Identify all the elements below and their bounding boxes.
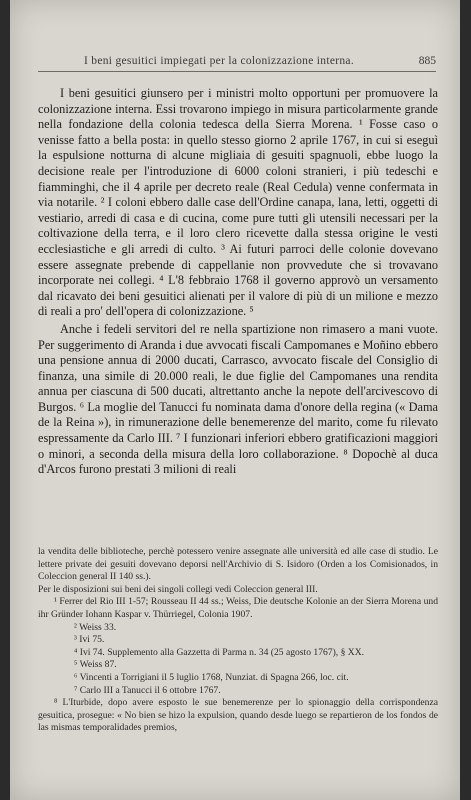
footnote-6: ⁶ Vincenti a Torrigiani il 5 luglio 1768, Nunziat. di Spagna 266, loc. cit. xyxy=(74,671,349,683)
running-title: I beni gesuitici impiegati per la colonizzazione interna. xyxy=(84,55,354,67)
footnote-8: ⁸ L'Iturbide, dopo avere esposto le sue benemerenze per lo spionaggio della corrispondenza gesuitica, prosegue: « No bien se hizo la expulsion, quando desde luego se repartieron de los fondos de las mismas temporalidades premios, xyxy=(38,697,438,734)
running-header xyxy=(38,55,436,72)
footnote-2: ² Weiss 33. xyxy=(74,621,117,633)
footnote-continuation: la vendita delle biblioteche, perchè potessero venire assegnate alle università ed alle case di studio. Le lettere private dei gesuiti dovevano deporsi nell'Archivio di S. Isidoro (Orden a los Comisionados, in Coleccion general II 140 ss.). xyxy=(38,546,438,583)
page-number: 885 xyxy=(418,55,436,67)
footnote-3: ³ Ivi 75. xyxy=(74,634,105,646)
footnote-7: ⁷ Carlo III a Tanucci il 6 ottobre 1767. xyxy=(74,684,221,696)
footnote-5: ⁵ Weiss 87. xyxy=(74,659,117,671)
main-text xyxy=(38,86,438,478)
footnote-continuation-2: Per le disposizioni sui beni dei singoli collegi vedi Coleccion general III. xyxy=(38,583,318,595)
paragraph-2: Anche i fedeli servitori del re nella spartizione non rimasero a mani vuote. Per suggerimento di Aranda i due avvocati fiscali Campomanes e Moñino ebbero una pensione annua di 2000 ducati, Carrasco, avvocato fiscale del Consiglio di finanza, una simile di 20.000 reali, le due figlie del Campomanes una rendita annua per ciascuna di 500 ducati, altrettanto anche la nepote dell'arcivescovo di Burgos. ⁶ La moglie del Tanucci fu nominata dama d'onore della regina (« Dama de la Reina »), in rimunerazione delle benemerenze del marito, come fu rilevato espressamente da Carlo III. ⁷ I funzionari inferiori ebbero gratificazioni maggiori o minori, a seconda della misura della loro collaborazione. ⁸ Dopochè al duca d'Arcos furono prestati 3 milioni di reali xyxy=(38,321,438,477)
book-page xyxy=(10,0,460,800)
footnote-1: ¹ Ferrer del Rio III 1-57; Rousseau II 44 ss.; Weiss, Die deutsche Kolonie an der Sierra Morena und ihr Gründer Iohann Kaspar v. Thürriegel, Colonia 1907. xyxy=(38,596,438,620)
footnote-4: ⁴ Ivi 74. Supplemento alla Gazzetta di Parma n. 34 (25 agosto 1767), § XX. xyxy=(74,646,365,658)
paragraph-1: I beni gesuitici giunsero per i ministri molto opportuni per promuovere la colonizzazione interna. Essi trovarono impiego in misura particolarmente grande nella fondazione della colonia tedesca della Sierra Morena. ¹ Fosse caso o venisse fatto a bella posta: in quello stesso giorno 2 aprile 1767, in cui si eseguì la espulsione notturna di alcune migliaia di gesuiti spagnuoli, ebbe luogo la decisione reale per l'introduzione di 6000 coloni stranieri, i più tedeschi e fiamminghi, che il 4 aprile per decreto reale (Real Cedula) venne confermata in via notarile. ² I coloni ebbero dalle case dell'Ordine canapa, lana, letti, oggetti di vestiario, arredi di casa e di cucina, come pure tutti gli utensili necessari per la coltivazione della terra, e il loro clero ricevette dalla stessa origine le vesti ecclesiastiche e gli arredi di culto. ³ Ai futuri parroci delle colonie dovevano essere assegnate prebende di cappellanie non provvedute che si trovavano incorporate nei collegi. ⁴ L'8 febbraio 1768 il governo approvò un versamento dal ricavato dei beni gesuitici alienati per il valore di più di un milione e mezzo di reali a pro' dell'opera di colonizzazione. ⁵ xyxy=(38,86,438,319)
footnotes xyxy=(38,546,438,735)
